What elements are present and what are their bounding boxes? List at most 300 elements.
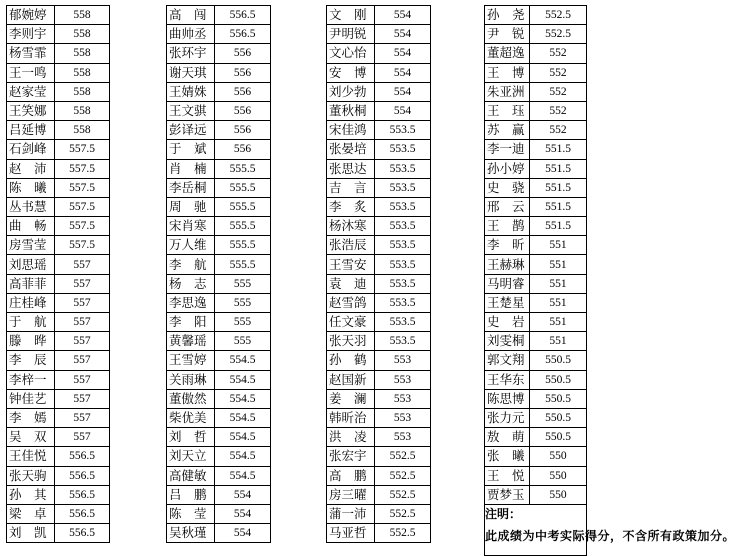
student-score: 552.5 — [375, 466, 431, 485]
student-name: 王华东 — [485, 370, 530, 389]
table-row — [167, 82, 271, 101]
student-score: 553.5 — [375, 255, 431, 274]
student-score: 553.5 — [375, 140, 431, 159]
student-name: 关雨琳 — [167, 370, 215, 389]
student-score: 553.5 — [375, 332, 431, 351]
table-row — [485, 466, 587, 485]
student-score: 555.5 — [215, 197, 271, 216]
table-row — [167, 332, 271, 351]
student-score: 555 — [215, 313, 271, 332]
student-name: 王笑娜 — [7, 101, 55, 120]
student-score: 557 — [55, 274, 110, 293]
student-score: 557.5 — [55, 217, 110, 236]
table-row — [167, 101, 271, 120]
table-row — [485, 370, 587, 389]
student-score: 557 — [55, 408, 110, 427]
table-row — [327, 504, 431, 523]
student-score: 552.5 — [530, 6, 587, 25]
student-name: 宋肖寒 — [167, 217, 215, 236]
student-name: 周 驰 — [167, 197, 215, 216]
student-score: 553.5 — [375, 274, 431, 293]
table-row — [7, 217, 110, 236]
table-row — [7, 140, 110, 159]
table-row — [7, 293, 110, 312]
student-name: 吴秋瑾 — [167, 524, 215, 543]
student-score: 552 — [530, 82, 587, 101]
table-row — [167, 351, 271, 370]
table-row — [327, 178, 431, 197]
table-row — [167, 236, 271, 255]
table-row — [485, 428, 587, 447]
table-row — [7, 370, 110, 389]
student-name: 滕 晔 — [7, 332, 55, 351]
student-name: 董超逸 — [485, 44, 530, 63]
table-row — [167, 466, 271, 485]
table-row — [327, 313, 431, 332]
student-name: 赵雪鸽 — [327, 293, 375, 312]
table-row — [485, 140, 587, 159]
table-row — [327, 524, 431, 543]
table-row — [327, 351, 431, 370]
table-row — [7, 121, 110, 140]
student-score: 557 — [55, 428, 110, 447]
student-name: 孙 鹤 — [327, 351, 375, 370]
student-name: 李岳桐 — [167, 178, 215, 197]
student-name: 庄桂峰 — [7, 293, 55, 312]
table-row — [167, 44, 271, 63]
student-name: 尹明锐 — [327, 25, 375, 44]
student-score: 556 — [215, 63, 271, 82]
student-name: 文 刚 — [327, 6, 375, 25]
student-score: 555.5 — [215, 217, 271, 236]
student-name: 谢天琪 — [167, 63, 215, 82]
student-name: 马明睿 — [485, 274, 530, 293]
student-name: 吕延博 — [7, 121, 55, 140]
table-row — [485, 408, 587, 427]
student-score: 552.5 — [530, 25, 587, 44]
student-score: 555.5 — [215, 255, 271, 274]
student-name: 杨 志 — [167, 274, 215, 293]
student-name: 黄馨瑶 — [167, 332, 215, 351]
table-row — [167, 217, 271, 236]
student-name: 高 闯 — [167, 6, 215, 25]
student-name: 王雪婷 — [167, 351, 215, 370]
student-name: 陈 莹 — [167, 504, 215, 523]
student-name: 张力元 — [485, 408, 530, 427]
table-row — [7, 485, 110, 504]
table-row — [327, 25, 431, 44]
student-score: 558 — [55, 6, 110, 25]
note-body: 此成绩为中考实际得分，不含所有政策加分。 — [485, 528, 735, 543]
student-score: 554 — [375, 44, 431, 63]
table-row — [167, 159, 271, 178]
student-score: 557.5 — [55, 197, 110, 216]
student-name: 高菲菲 — [7, 274, 55, 293]
table-row — [167, 447, 271, 466]
student-score: 557 — [55, 370, 110, 389]
table-row — [485, 101, 587, 120]
student-name: 宋佳鸿 — [327, 121, 375, 140]
table-row — [7, 351, 110, 370]
student-score: 555.5 — [215, 236, 271, 255]
student-name: 赵 沛 — [7, 159, 55, 178]
student-name: 王 博 — [485, 63, 530, 82]
student-score: 556 — [215, 101, 271, 120]
table-row — [7, 159, 110, 178]
student-score: 558 — [55, 44, 110, 63]
student-score: 558 — [55, 82, 110, 101]
table-row — [7, 101, 110, 120]
table-row — [485, 351, 587, 370]
student-score: 550 — [530, 466, 587, 485]
table-row — [7, 389, 110, 408]
student-score: 558 — [55, 63, 110, 82]
table-row — [167, 25, 271, 44]
student-name: 董傲然 — [167, 389, 215, 408]
student-score: 554.5 — [215, 466, 271, 485]
table-row — [7, 236, 110, 255]
table-row — [7, 466, 110, 485]
table-row — [485, 447, 587, 466]
student-score: 556.5 — [55, 504, 110, 523]
student-score: 550.5 — [530, 428, 587, 447]
student-name: 李 航 — [167, 255, 215, 274]
student-name: 赵家莹 — [7, 82, 55, 101]
student-score: 550.5 — [530, 370, 587, 389]
student-score: 550 — [530, 447, 587, 466]
student-score: 554.5 — [215, 408, 271, 427]
student-score: 554 — [375, 25, 431, 44]
table-row — [485, 159, 587, 178]
student-score: 552.5 — [375, 485, 431, 504]
student-name: 肖 楠 — [167, 159, 215, 178]
table-row — [485, 44, 587, 63]
student-name: 史 骁 — [485, 178, 530, 197]
table-row — [7, 313, 110, 332]
table-row — [327, 370, 431, 389]
note-cell — [485, 504, 735, 555]
student-score: 551 — [530, 236, 587, 255]
student-name: 张天羽 — [327, 332, 375, 351]
table-row — [167, 389, 271, 408]
student-score: 554 — [215, 524, 271, 543]
table-row — [7, 504, 110, 523]
student-score: 551.5 — [530, 197, 587, 216]
student-score: 553.5 — [375, 236, 431, 255]
note-title: 注明： — [485, 506, 522, 521]
student-score: 557.5 — [55, 236, 110, 255]
student-score: 556 — [215, 140, 271, 159]
student-score: 553.5 — [375, 217, 431, 236]
table-row — [167, 485, 271, 504]
student-score: 554 — [375, 82, 431, 101]
student-name: 高健敏 — [167, 466, 215, 485]
student-score: 553 — [375, 428, 431, 447]
student-name: 房雪莹 — [7, 236, 55, 255]
table-row — [327, 197, 431, 216]
table-row — [485, 274, 587, 293]
student-name: 万人维 — [167, 236, 215, 255]
table-row — [485, 6, 587, 25]
table-row — [327, 255, 431, 274]
student-score: 556.5 — [55, 447, 110, 466]
student-score: 555.5 — [215, 178, 271, 197]
student-score: 552.5 — [375, 504, 431, 523]
table-row — [485, 25, 587, 44]
student-name: 李 炙 — [327, 197, 375, 216]
table-row — [167, 293, 271, 312]
table-row — [327, 485, 431, 504]
student-name: 房三曜 — [327, 485, 375, 504]
note-row — [485, 504, 587, 555]
student-name: 丛书慧 — [7, 197, 55, 216]
student-name: 杨雪霏 — [7, 44, 55, 63]
student-score: 551.5 — [530, 159, 587, 178]
student-name: 李一迪 — [485, 140, 530, 159]
student-score: 558 — [55, 121, 110, 140]
student-score: 556 — [215, 82, 271, 101]
student-name: 孙小婷 — [485, 159, 530, 178]
student-name: 彭译远 — [167, 121, 215, 140]
table-row — [167, 197, 271, 216]
table-row — [485, 255, 587, 274]
student-name: 王赫琳 — [485, 255, 530, 274]
student-name: 陈思博 — [485, 389, 530, 408]
table-row — [485, 313, 587, 332]
table-row — [327, 293, 431, 312]
table-row — [7, 44, 110, 63]
table-row — [167, 428, 271, 447]
student-score: 555 — [215, 293, 271, 312]
table-row — [327, 217, 431, 236]
table-row — [7, 197, 110, 216]
student-name: 吴 双 — [7, 428, 55, 447]
student-score: 551 — [530, 313, 587, 332]
table-row — [167, 255, 271, 274]
table-row — [7, 6, 110, 25]
table-row — [327, 447, 431, 466]
student-score: 553 — [375, 408, 431, 427]
student-score: 552 — [530, 101, 587, 120]
student-name: 吕 鹏 — [167, 485, 215, 504]
student-name: 尹 锐 — [485, 25, 530, 44]
student-name: 朱亚洲 — [485, 82, 530, 101]
student-score: 553 — [375, 389, 431, 408]
student-name: 郭文翔 — [485, 351, 530, 370]
table-row — [327, 6, 431, 25]
table-row — [7, 428, 110, 447]
table-row — [327, 274, 431, 293]
student-name: 王 悦 — [485, 466, 530, 485]
student-score: 551.5 — [530, 178, 587, 197]
student-name: 王一鸣 — [7, 63, 55, 82]
student-name: 韩昕治 — [327, 408, 375, 427]
student-name: 王 珏 — [485, 101, 530, 120]
student-name: 史 岩 — [485, 313, 530, 332]
student-name: 李 阳 — [167, 313, 215, 332]
student-score: 550.5 — [530, 389, 587, 408]
student-name: 王文骐 — [167, 101, 215, 120]
student-name: 姜 澜 — [327, 389, 375, 408]
student-score: 556.5 — [215, 6, 271, 25]
student-name: 李思逸 — [167, 293, 215, 312]
student-name: 贾梦玉 — [485, 485, 530, 504]
student-name: 邢 云 — [485, 197, 530, 216]
student-name: 杨沐寒 — [327, 217, 375, 236]
student-name: 梁 卓 — [7, 504, 55, 523]
student-score: 558 — [55, 101, 110, 120]
student-score: 555.5 — [215, 159, 271, 178]
table-row — [167, 178, 271, 197]
table-row — [327, 121, 431, 140]
student-score: 553 — [375, 370, 431, 389]
student-score: 553.5 — [375, 313, 431, 332]
table-row — [167, 121, 271, 140]
table-row — [327, 389, 431, 408]
student-name: 钟佳艺 — [7, 389, 55, 408]
student-score: 553 — [375, 351, 431, 370]
student-name: 孙 尧 — [485, 6, 530, 25]
student-score: 554 — [375, 63, 431, 82]
student-name: 张 曦 — [485, 447, 530, 466]
student-name: 石剑峰 — [7, 140, 55, 159]
student-name: 吉 言 — [327, 178, 375, 197]
student-score: 551.5 — [530, 140, 587, 159]
student-score: 556.5 — [55, 524, 110, 543]
student-score: 551 — [530, 293, 587, 312]
table-row — [7, 255, 110, 274]
student-score: 556.5 — [55, 466, 110, 485]
table-row — [167, 370, 271, 389]
student-name: 敖 萌 — [485, 428, 530, 447]
table-row — [485, 178, 587, 197]
student-name: 苏 赢 — [485, 121, 530, 140]
table-row — [7, 524, 110, 543]
table-row — [167, 63, 271, 82]
student-score: 556 — [215, 121, 271, 140]
student-name: 任文豪 — [327, 313, 375, 332]
student-name: 于 斌 — [167, 140, 215, 159]
table-row — [327, 466, 431, 485]
student-score: 557.5 — [55, 140, 110, 159]
student-score: 552 — [530, 63, 587, 82]
student-score: 550 — [530, 485, 587, 504]
student-name: 张天驹 — [7, 466, 55, 485]
student-name: 李 昕 — [485, 236, 530, 255]
table-row — [485, 332, 587, 351]
student-score: 551 — [530, 332, 587, 351]
student-name: 柴优美 — [167, 408, 215, 427]
student-name: 王佳悦 — [7, 447, 55, 466]
student-score: 554 — [215, 504, 271, 523]
student-name: 李梓一 — [7, 370, 55, 389]
table-row — [327, 408, 431, 427]
student-score: 556.5 — [55, 485, 110, 504]
student-name: 曲帅丞 — [167, 25, 215, 44]
table-row — [167, 274, 271, 293]
student-score: 553.5 — [375, 293, 431, 312]
student-score: 554.5 — [215, 351, 271, 370]
table-row — [485, 236, 587, 255]
student-score: 551 — [530, 274, 587, 293]
student-score: 551.5 — [530, 217, 587, 236]
student-name: 刘少勃 — [327, 82, 375, 101]
student-name: 张宏宇 — [327, 447, 375, 466]
student-score: 554.5 — [215, 447, 271, 466]
student-score: 554 — [375, 101, 431, 120]
student-name: 刘天立 — [167, 447, 215, 466]
table-row — [485, 82, 587, 101]
student-score: 554 — [215, 485, 271, 504]
student-score: 553.5 — [375, 159, 431, 178]
student-name: 王楚星 — [485, 293, 530, 312]
student-score: 558 — [55, 25, 110, 44]
student-score: 557 — [55, 389, 110, 408]
student-score: 557 — [55, 255, 110, 274]
table-row — [485, 217, 587, 236]
student-score: 554.5 — [215, 370, 271, 389]
student-name: 高 鹏 — [327, 466, 375, 485]
student-score: 557 — [55, 351, 110, 370]
table-row — [7, 63, 110, 82]
student-name: 王婧姝 — [167, 82, 215, 101]
table-row — [167, 6, 271, 25]
student-score: 557 — [55, 313, 110, 332]
student-name: 于 航 — [7, 313, 55, 332]
score-table-col-4 — [484, 5, 735, 556]
table-row — [7, 25, 110, 44]
student-score: 552.5 — [375, 524, 431, 543]
table-row — [327, 140, 431, 159]
student-name: 李 辰 — [7, 351, 55, 370]
table-row — [7, 408, 110, 427]
student-score: 550.5 — [530, 351, 587, 370]
student-name: 袁 迪 — [327, 274, 375, 293]
student-score: 552 — [530, 44, 587, 63]
student-name: 曲 畅 — [7, 217, 55, 236]
table-row — [7, 274, 110, 293]
score-table-col-3 — [326, 5, 431, 543]
table-row — [327, 44, 431, 63]
student-name: 张环宇 — [167, 44, 215, 63]
student-name: 文心怡 — [327, 44, 375, 63]
table-row — [167, 313, 271, 332]
student-score: 554.5 — [215, 428, 271, 447]
table-row — [327, 82, 431, 101]
student-name: 董秋桐 — [327, 101, 375, 120]
table-row — [7, 82, 110, 101]
student-score: 557.5 — [55, 159, 110, 178]
student-score: 553.5 — [375, 197, 431, 216]
table-row — [7, 332, 110, 351]
student-name: 张晏培 — [327, 140, 375, 159]
student-name: 郁婉婷 — [7, 6, 55, 25]
table-row — [167, 408, 271, 427]
table-row — [485, 197, 587, 216]
score-table-col-1 — [6, 5, 110, 543]
student-score: 555 — [215, 274, 271, 293]
table-row — [327, 63, 431, 82]
student-name: 李则宇 — [7, 25, 55, 44]
student-name: 刘思瑶 — [7, 255, 55, 274]
student-score: 552 — [530, 121, 587, 140]
student-name: 洪 凌 — [327, 428, 375, 447]
student-name: 刘 哲 — [167, 428, 215, 447]
table-row — [327, 101, 431, 120]
student-name: 赵国新 — [327, 370, 375, 389]
student-score: 557 — [55, 293, 110, 312]
student-score: 552.5 — [375, 447, 431, 466]
